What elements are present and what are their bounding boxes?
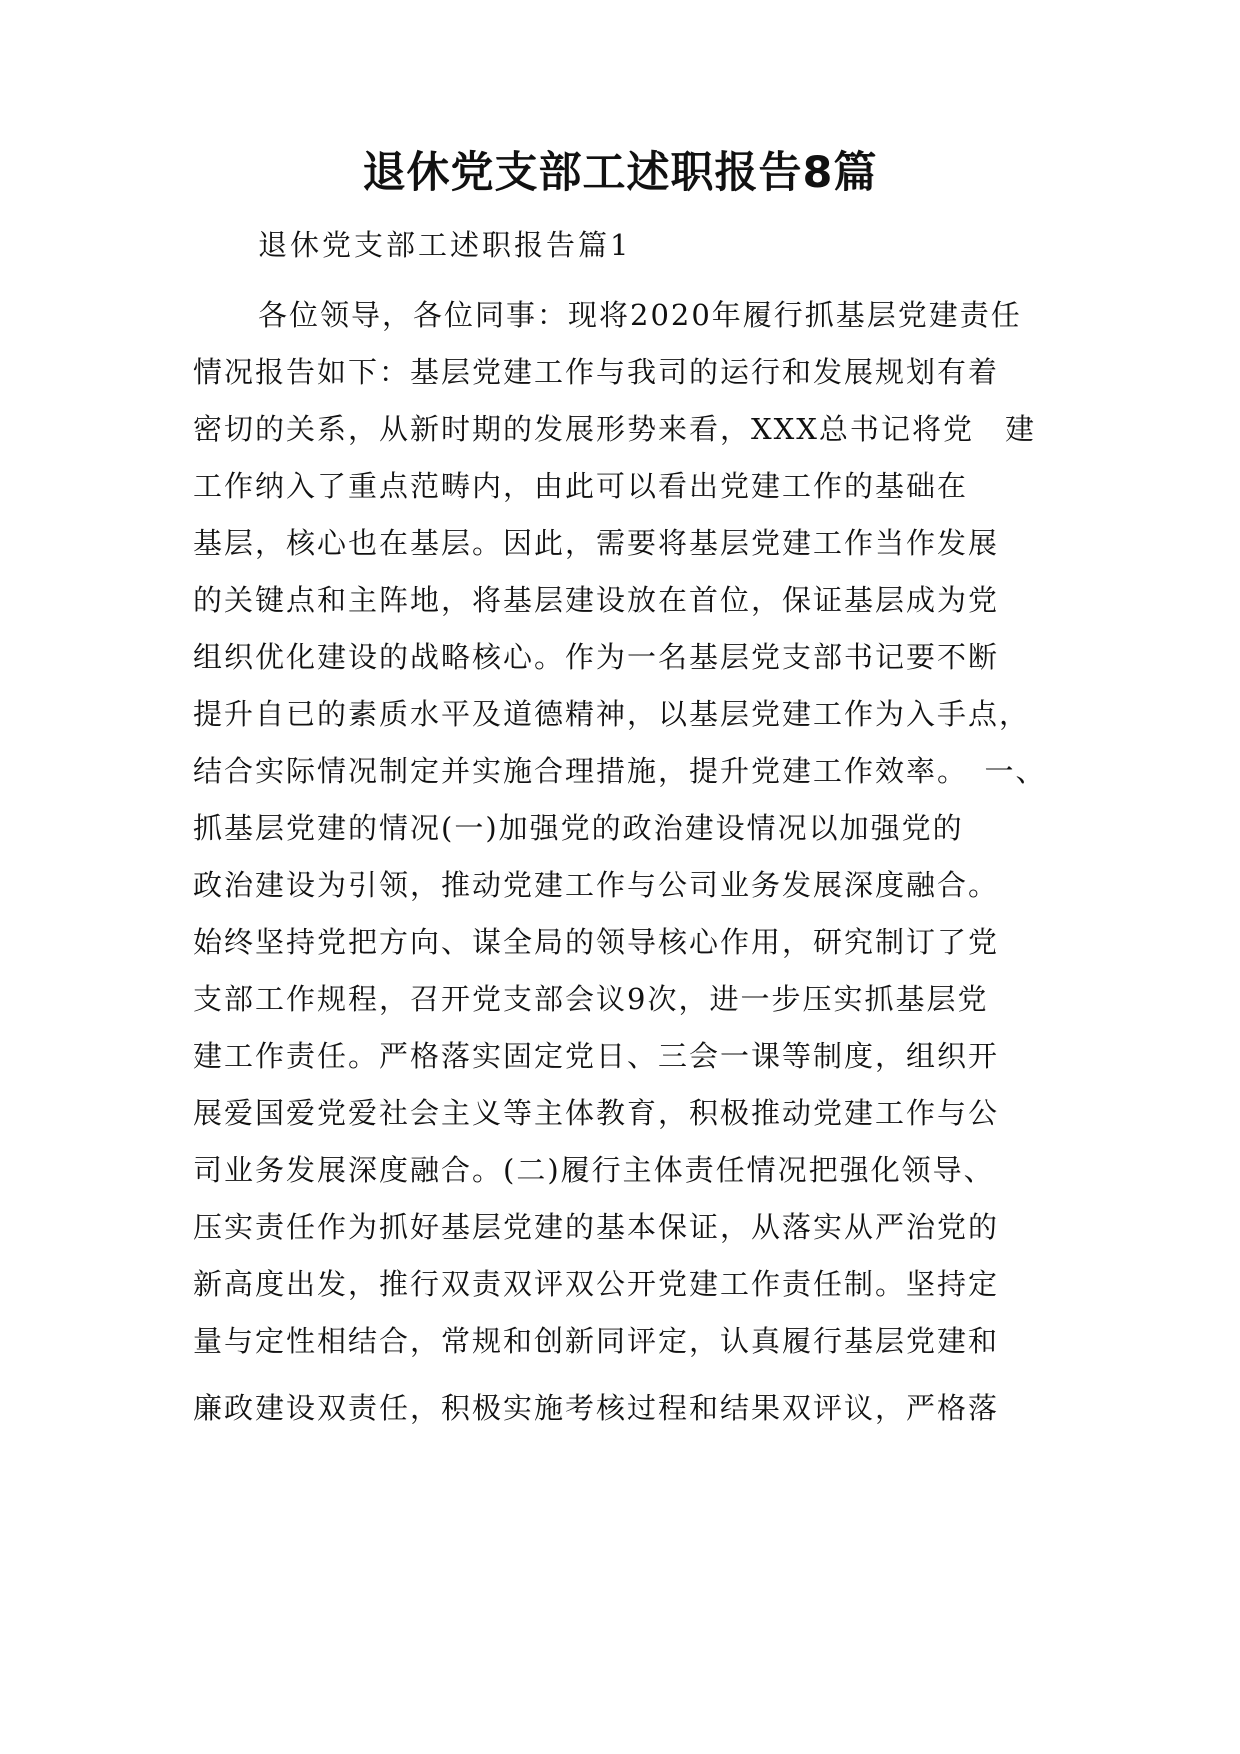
paragraph-line: 的关键点和主阵地，将基层建设放在首位，保证基层成为党 <box>193 583 1000 617</box>
paragraph-line: 廉政建设双责任，积极实施考核过程和结果双评议，严格落 <box>193 1391 1000 1425</box>
paragraph-line: 展爱国爱党爱社会主义等主体教育，积极推动党建工作与公 <box>193 1096 1000 1130</box>
paragraph-line: 司业务发展深度融合。(二)履行主体责任情况把强化领导、 <box>193 1153 995 1187</box>
paragraph-line: 基层，核心也在基层。因此，需要将基层党建工作当作发展 <box>193 526 1000 560</box>
paragraph-line: 压实责任作为抓好基层党建的基本保证，从落实从严治党的 <box>193 1210 1000 1244</box>
body-paragraph <box>193 287 1073 1437</box>
paragraph-line: 抓基层党建的情况(一)加强党的政治建设情况以加强党的 <box>193 811 964 845</box>
paragraph-line: 密切的关系，从新时期的发展形势来看，XXX总书记将党 建 <box>193 412 1036 446</box>
paragraph-line: 结合实际情况制定并实施合理措施，提升党建工作效率。 一、 <box>193 754 1047 788</box>
paragraph-line: 提升自已的素质水平及道德精神，以基层党建工作为入手点， <box>193 697 1031 731</box>
paragraph-line: 始终坚持党把方向、谋全局的领导核心作用，研究制订了党 <box>193 925 1000 959</box>
paragraph-line: 工作纳入了重点范畴内，由此可以看出党建工作的基础在 <box>193 469 969 503</box>
paragraph-line: 支部工作规程，召开党支部会议9次，进一步压实抓基层党 <box>193 982 989 1016</box>
paragraph-line: 各位领导，各位同事：现将2020年履行抓基层党建责任 <box>258 298 1022 332</box>
document-title: 退休党支部工述职报告8篇 <box>362 148 878 198</box>
paragraph-line: 情况报告如下：基层党建工作与我司的运行和发展规划有着 <box>193 355 1000 389</box>
section-subtitle: 退休党支部工述职报告篇1 <box>258 228 632 262</box>
paragraph-line: 政治建设为引领，推动党建工作与公司业务发展深度融合。 <box>193 868 1000 902</box>
paragraph-line: 建工作责任。严格落实固定党日、三会一课等制度，组织开 <box>193 1039 1000 1073</box>
paragraph-line: 组织优化建设的战略核心。作为一名基层党支部书记要不断 <box>193 640 1000 674</box>
paragraph-line: 量与定性相结合，常规和创新同评定，认真履行基层党建和 <box>193 1324 1000 1358</box>
paragraph-line: 新高度出发，推行双责双评双公开党建工作责任制。坚持定 <box>193 1267 1000 1301</box>
